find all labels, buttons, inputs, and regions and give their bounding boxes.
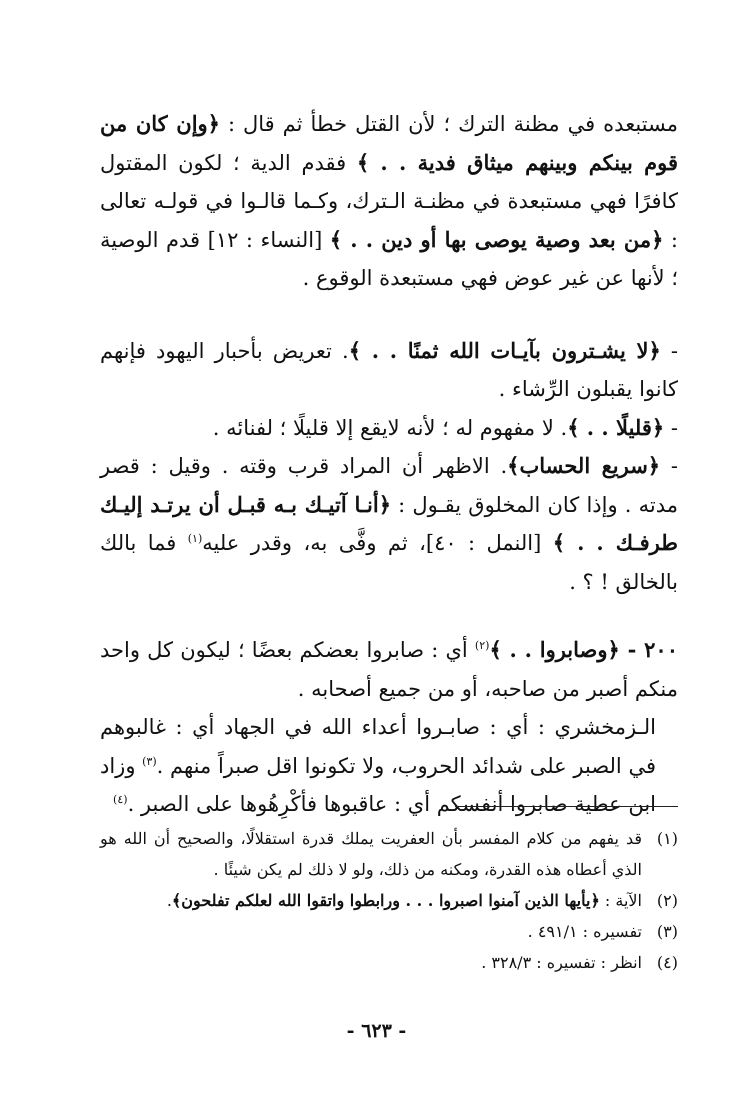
quran-verse: ﴿لا يشـترون بآيـات الله ثمنًا . . ﴾ — [348, 337, 661, 363]
dash: - — [660, 454, 678, 478]
text: الآية : — [599, 891, 642, 910]
text: الـزمخشري : أي : صابـروا أعداء الله في الجهاد أي : غالبوهم في الصبر على شدائد الحروب، ولا تكونوا اقل صبراً منهم . — [100, 715, 656, 778]
text: [النمل : ٤٠]، ثم وفَّى به، وقدر عليه — [202, 531, 553, 555]
footnote-2 — [100, 885, 678, 916]
text: وزاد ابن عطية صابروا أنفسكم أي : عاقبوها فأكْرِهُوها على الصبر . — [100, 753, 656, 816]
text: فما بالك بالخالق ! ؟ . — [100, 531, 678, 594]
paragraph-3 — [100, 409, 678, 448]
text: . تعريض بأحبار اليهود فإنهم كانوا يقبلون الرِّشاء . — [100, 338, 678, 401]
dash: - — [660, 338, 679, 363]
quran-verse: ﴿يأيها الذين آمنوا اصبروا . . . ورابطوا واتقوا الله لعلكم تفلحون﴾ — [171, 891, 600, 910]
paragraph-2 — [100, 332, 678, 409]
paragraph-1 — [100, 105, 678, 298]
main-text — [100, 105, 678, 824]
paragraph-5 — [100, 631, 678, 708]
footnote-divider — [455, 806, 678, 807]
quran-verse: ﴿قليلًا . . ﴾ — [567, 414, 665, 440]
footnote-number: (٣) — [656, 922, 678, 941]
footnote-number: (١) — [656, 829, 678, 848]
dash: - — [664, 415, 678, 440]
text: . — [166, 891, 172, 910]
text: أي : صابروا بعضكم بعضًا ؛ ليكون كل واحد منكم أصبر من صاحبه، أو من جميع أصحابه . — [100, 638, 678, 701]
text: . لا مفهوم له ؛ لأنه لايقع إلا قليلًا ؛ لفنائه . — [212, 415, 568, 440]
footnote-3 — [100, 916, 678, 947]
text: فقدم الدية ؛ لكون المقتول كافرًا فهي مستبعدة في مظنـة الـترك، وكـما قالـوا في قولـه تعالى : — [100, 150, 678, 252]
quran-verse: ﴿أنـا آتيـك بـه قبـل أن يرتـد إليـك طرفـك . . ﴾ — [100, 491, 678, 555]
footnote-ref: (٤) — [113, 793, 128, 806]
footnote-ref: (٣) — [142, 754, 157, 768]
verse-number: ٢٠٠ - — [619, 637, 678, 662]
text: [النساء : ١٢] قدم الوصية ؛ لأنها عن غير عوض فهي مستبعدة الوقوع . — [100, 227, 678, 290]
footnote-1 — [100, 823, 678, 885]
footnote-ref: (٢) — [474, 639, 490, 652]
quran-verse: ﴿وصابروا . . ﴾ — [489, 637, 620, 662]
footnote-number: (٢) — [656, 891, 678, 910]
paragraph-4 — [100, 447, 678, 601]
footnotes — [100, 823, 678, 978]
footnote-number: (٤) — [656, 953, 678, 972]
quran-verse: ﴿من بعد وصية يوصى بها أو دين . . ﴾ — [329, 226, 664, 252]
quran-verse: ﴿سريع الحساب﴾ — [507, 453, 661, 478]
quran-verse: ﴿وإن كان من قوم بينكم وبينهم ميثاق فدية . . ﴾ — [100, 111, 678, 175]
text: . الاظهر أن المراد قرب وقته . وقيل : قصر مدته . وإذا كان المخلوق يقـول : — [100, 454, 678, 517]
footnote-text: انظر : تفسيره : ٣٢٨/٣ . — [481, 953, 642, 972]
footnote-text: تفسيره : ٤٩١/١ . — [527, 922, 642, 941]
footnote-text: قد يفهم من كلام المفسر بأن العفريت يملك قدرة استقلالًا، والصحيح أن الله هو الذي أعطاه هذه القدرة، ومكنه من ذلك، ولو لا ذلك لم يكن شيئًا . — [100, 829, 642, 879]
footnote-text — [100, 885, 642, 916]
page-number: - ٦٢٣ - — [346, 1020, 407, 1042]
footnote-4 — [100, 947, 678, 978]
text: مستبعده في مظنة الترك ؛ لأن القتل خطأ ثم قال : — [219, 112, 678, 136]
footnote-ref: (١) — [187, 532, 203, 545]
